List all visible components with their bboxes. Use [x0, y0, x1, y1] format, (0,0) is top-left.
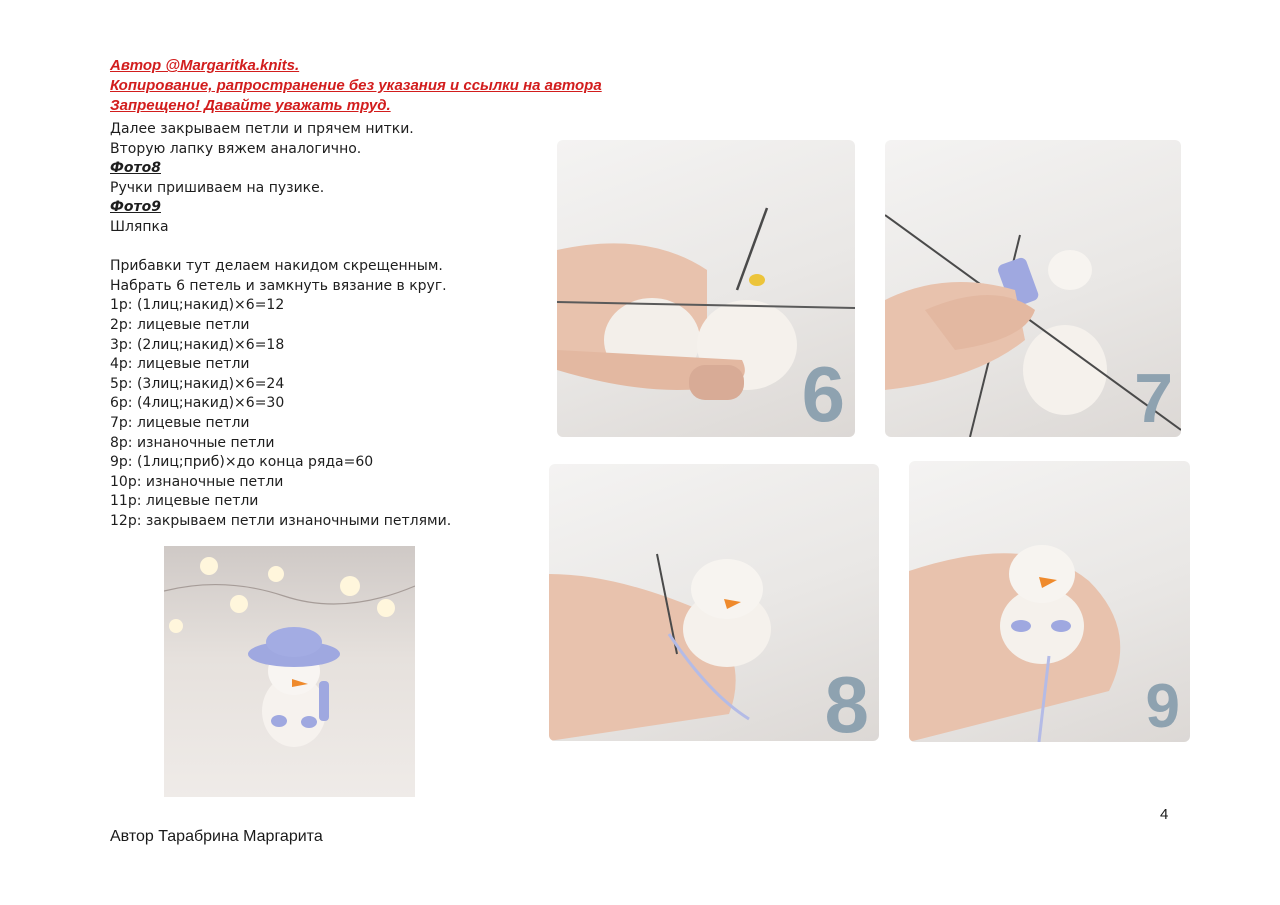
row-instruction: 8р: изнаночные петли	[110, 434, 275, 451]
instruction-line: Вторую лапку вяжем аналогично.	[110, 140, 362, 157]
row-instruction: 2р: лицевые петли	[110, 316, 250, 333]
notice-copying: Копирование, рапространение без указания и ссылки на автора	[110, 77, 602, 94]
copyright-notice	[110, 56, 602, 116]
section-heading-hat: Шляпка	[110, 218, 169, 235]
row-instruction: 4р: лицевые петли	[110, 356, 250, 373]
row-instruction: 3р: (2лиц;накид)×6=18	[110, 336, 285, 353]
step-9-photo	[909, 461, 1190, 742]
snowman-finished-photo	[164, 546, 415, 797]
photo-label: Фото9	[110, 199, 161, 216]
footer-author: Автор Тарабрина Маргарита	[110, 828, 323, 845]
snowman-illustration	[164, 546, 415, 797]
step-number: 8	[824, 660, 869, 741]
step-7-photo	[885, 140, 1181, 437]
pattern-instructions	[110, 120, 530, 531]
row-instruction: 11р: лицевые петли	[110, 493, 259, 510]
notice-forbidden: Запрещено! Давайте уважать труд.	[110, 97, 391, 114]
instruction-line: Далее закрываем петли и прячем нитки.	[110, 121, 414, 137]
step-number: 7	[1134, 359, 1173, 437]
step-8-photo	[549, 464, 879, 741]
instruction-line: Набрать 6 петель и замкнуть вязание в круг.	[110, 277, 447, 294]
row-instruction: 9р: (1лиц;приб)×до конца ряда=60	[110, 454, 374, 471]
step-number: 6	[801, 350, 845, 437]
instruction-line: Прибавки тут делаем накидом скрещенным.	[110, 258, 443, 275]
row-instruction: 7р: лицевые петли	[110, 414, 250, 431]
step-6-photo	[557, 140, 855, 437]
row-instruction: 12р: закрываем петли изнаночными петлями.	[110, 512, 452, 529]
row-instruction: 10р: изнаночные петли	[110, 473, 284, 490]
row-instruction: 1р: (1лиц;накид)×6=12	[110, 297, 285, 314]
row-instruction: 5р: (3лиц;накид)×6=24	[110, 375, 285, 392]
step-number: 9	[1145, 672, 1180, 741]
notice-author: Автор @Margaritka.knits.	[110, 57, 300, 74]
instruction-line: Ручки пришиваем на пузике.	[110, 179, 325, 196]
photo-label: Фото8	[110, 160, 161, 177]
row-instruction: 6р: (4лиц;накид)×6=30	[110, 395, 285, 412]
blank-line	[110, 238, 530, 258]
page-number: 4	[1160, 806, 1169, 823]
